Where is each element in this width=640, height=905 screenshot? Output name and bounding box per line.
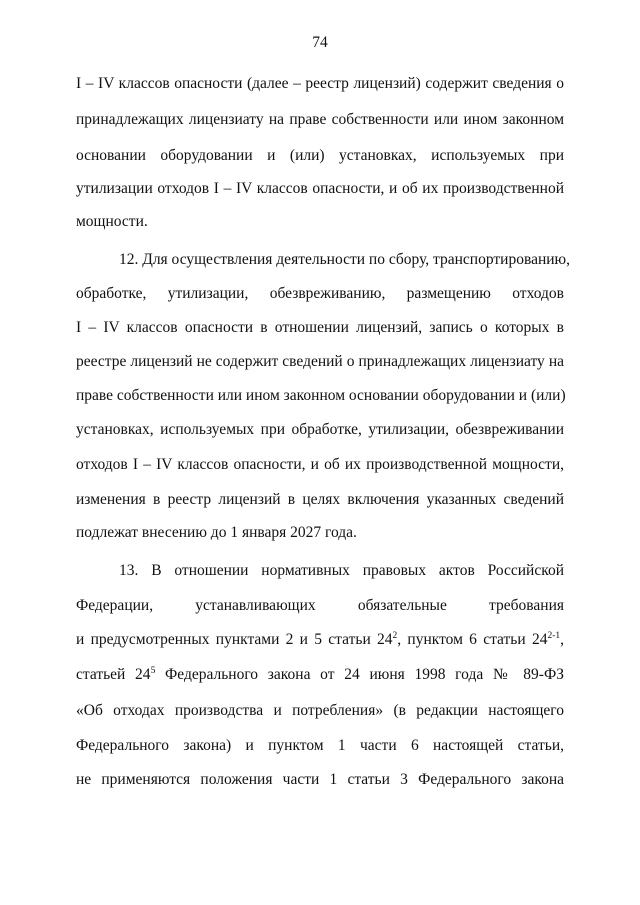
paragraph-line: I – IV классов опасности (далее – реестр лицензий) содержит сведения о [76, 75, 564, 92]
paragraph-line: праве собственности или ином законном основании оборудовании и (или) [76, 387, 566, 404]
superscript: 2-1 [547, 631, 561, 641]
paragraph-line: подлежат внесению до 1 января 2027 года. [76, 524, 357, 541]
paragraph-line: «Об отходах производства и потребления» (в редакции настоящего [76, 702, 564, 719]
paragraph-line [76, 630, 564, 650]
paragraph-line: I – IV классов опасности в отношении лицензий, запись о которых в [76, 319, 564, 336]
paragraph-line: реестре лицензий не содержит сведений о принадлежащих лицензиату на [76, 353, 564, 370]
page-number: 74 [312, 34, 328, 51]
paragraph-line: Федерации, устанавливающих обязательные требования [76, 597, 564, 614]
paragraph-line: 13. В отношении нормативных правовых актов Российской [119, 562, 564, 579]
paragraph-line: мощности. [76, 213, 148, 230]
text-fragment: , [560, 631, 564, 648]
paragraph-line: не применяются положения части 1 статьи 3 Федерального закона [76, 771, 564, 788]
paragraph-line: принадлежащих лицензиату на праве собственности или ином законном [76, 111, 564, 128]
superscript: 5 [150, 666, 156, 676]
paragraph-line: основании оборудовании и (или) установках, используемых при [76, 147, 564, 164]
text-fragment: Федерального закона от 24 июня 1998 года № 89-ФЗ [155, 666, 564, 683]
paragraph-line: отходов I – IV классов опасности, и об их производственной мощности, [76, 456, 564, 473]
text-fragment: и предусмотренных пунктами 2 и 5 статьи 24 [76, 631, 393, 648]
paragraph-line [76, 665, 564, 685]
superscript: 2 [392, 631, 398, 641]
text-fragment: статьей 24 [76, 666, 151, 683]
paragraph-line: утилизации отходов I – IV классов опасности, и об их производственной [76, 180, 564, 197]
paragraph-line: изменения в реестр лицензий в целях включения указанных сведений [76, 491, 564, 508]
text-fragment: , пунктом 6 статьи 24 [397, 631, 548, 648]
paragraph-line: Федерального закона) и пунктом 1 части 6 настоящей статьи, [76, 737, 564, 754]
paragraph-line: обработке, утилизации, обезвреживанию, размещению отходов [76, 285, 564, 302]
paragraph-line: 12. Для осуществления деятельности по сбору, транспортированию, [119, 251, 570, 268]
paragraph-line: установках, используемых при обработке, утилизации, обезвреживании [76, 421, 564, 438]
